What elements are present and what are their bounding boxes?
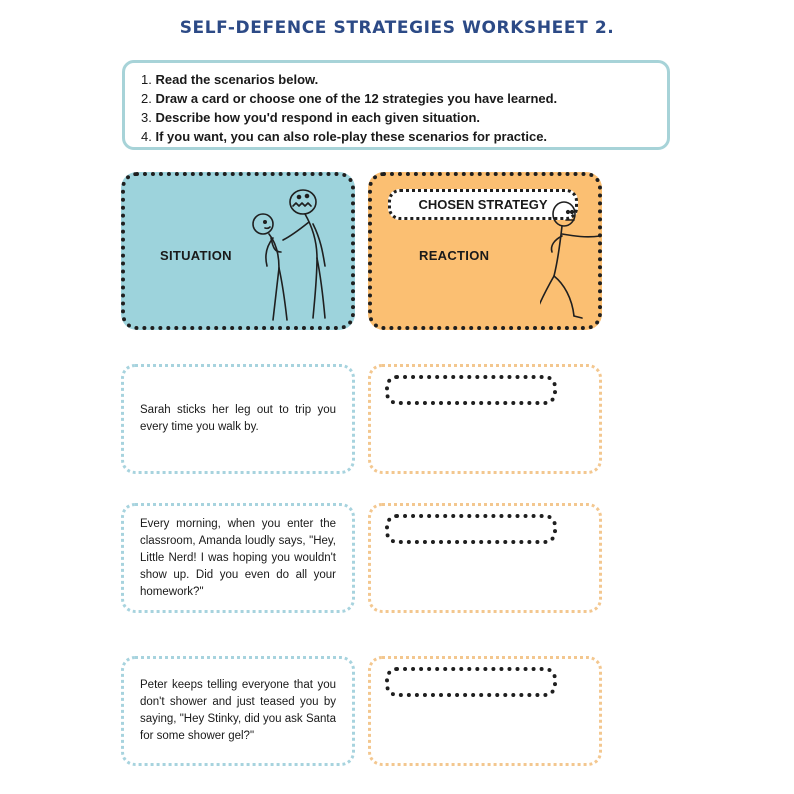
reaction-label: REACTION (419, 248, 490, 263)
bully-stick-figures-icon (243, 178, 353, 326)
instruction-text: If you want, you can also role-play these scenarios for practice. (155, 129, 548, 144)
chosen-strategy-label: CHOSEN STRATEGY (388, 189, 578, 220)
instruction-item (141, 108, 651, 127)
response-card-3[interactable] (368, 656, 602, 766)
situation-card-3 (121, 656, 355, 766)
instruction-text: Describe how you'd respond in each given situation. (155, 110, 481, 125)
instruction-item (141, 70, 651, 89)
instruction-number: 3. (141, 110, 152, 125)
situation-text-3: Peter keeps telling everyone that you don't shower and just teased you by saying, "Hey Stinky, did you ask Santa for some shower gel?" (140, 679, 336, 742)
response-card-1[interactable] (368, 364, 602, 474)
response-card-2[interactable] (368, 503, 602, 613)
situation-label: SITUATION (160, 248, 232, 263)
situation-text-2: Every morning, when you enter the classroom, Amanda loudly says, "Hey, Little Nerd! I was hoping you wouldn't show up. Did you even do all your homework?" (140, 517, 336, 598)
situation-header-card (121, 172, 355, 330)
situation-card-1 (121, 364, 355, 474)
situation-text-1: Sarah sticks her leg out to trip you every time you walk by. (140, 404, 336, 433)
instructions-box (122, 60, 670, 150)
worksheet-title: SELF-DEFENCE STRATEGIES WORKSHEET 2. (179, 18, 615, 38)
strategy-input-3[interactable] (385, 667, 557, 697)
situation-card-2 (121, 503, 355, 613)
instruction-number: 2. (141, 91, 152, 106)
instruction-number: 4. (141, 129, 152, 144)
instruction-text: Draw a card or choose one of the 12 strategies you have learned. (155, 91, 558, 106)
instruction-number: 1. (141, 72, 152, 87)
instruction-item (141, 127, 651, 146)
strategy-input-2[interactable] (385, 514, 557, 544)
defence-stance-stick-figure-icon (540, 194, 602, 328)
instruction-text: Read the scenarios below. (155, 72, 319, 87)
reaction-header-card (368, 172, 602, 330)
instruction-item (141, 89, 651, 108)
instructions-list (141, 70, 651, 146)
strategy-input-1[interactable] (385, 375, 557, 405)
